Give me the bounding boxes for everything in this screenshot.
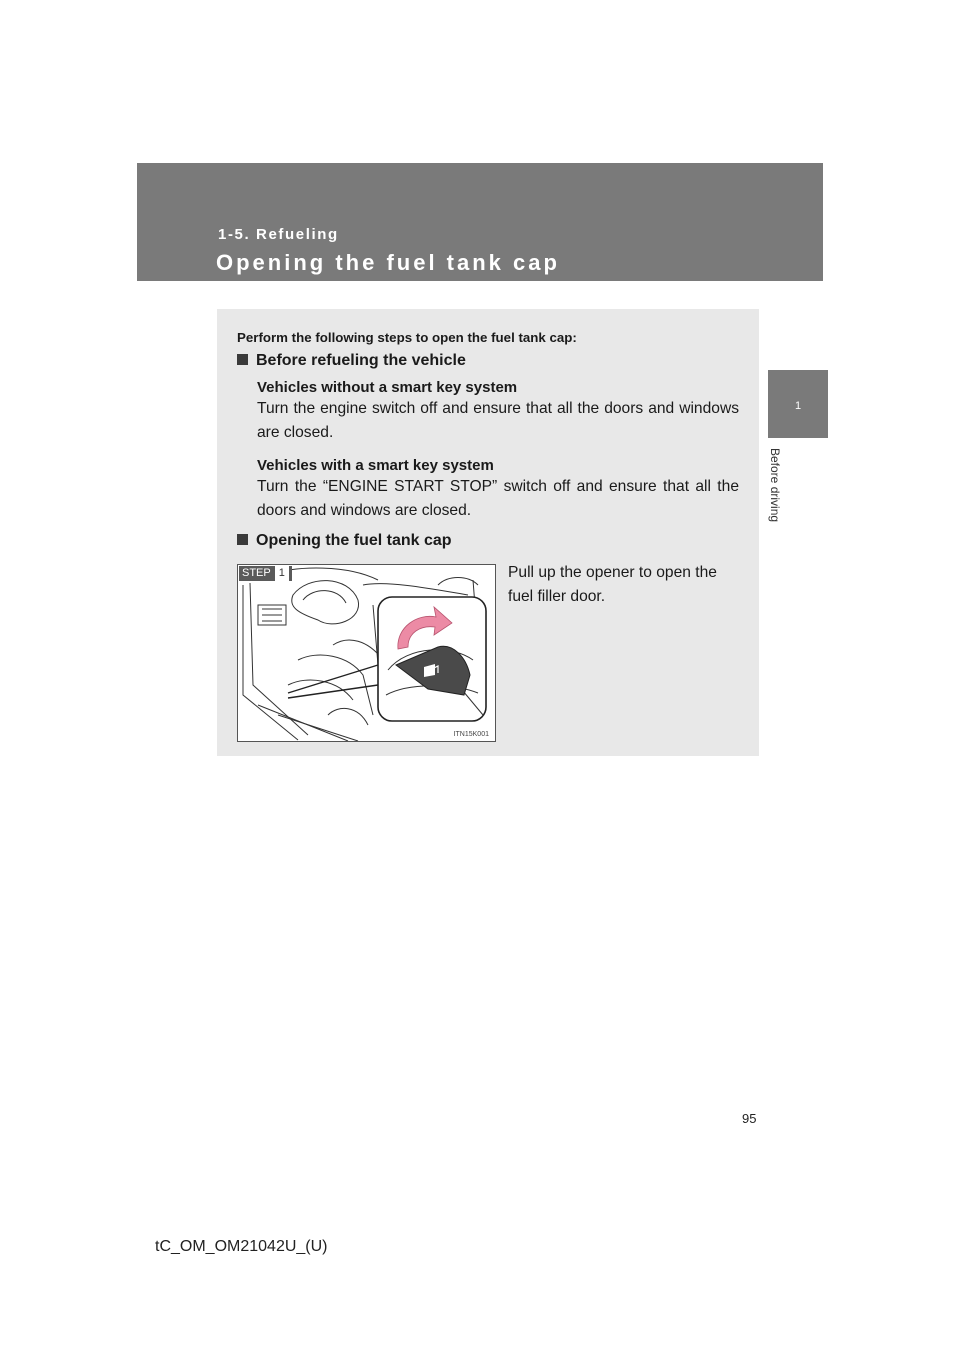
- content-box: [217, 309, 759, 756]
- step-badge: [239, 566, 292, 581]
- heading-opening-cap-text: Opening the fuel tank cap: [256, 532, 452, 549]
- heading-before-refueling: [237, 352, 466, 370]
- paragraph-without-smart-key: Turn the engine switch off and ensure that all the doors and windows are closed.: [257, 400, 739, 441]
- chapter-number: 1: [794, 400, 802, 412]
- subheading-without-smart-key: Vehicles without a smart key system: [257, 379, 518, 396]
- page-title: Opening the fuel tank cap: [216, 250, 560, 275]
- intro-text: Perform the following steps to open the fuel tank cap:: [237, 330, 577, 345]
- subheading-with-smart-key: Vehicles with a smart key system: [257, 457, 494, 474]
- chapter-label: [768, 448, 794, 568]
- heading-before-refueling-text: Before refueling the vehicle: [256, 352, 466, 369]
- chapter-label-text: Before driving: [768, 448, 782, 523]
- document-code: tC_OM_OM21042U_(U): [155, 1238, 328, 1255]
- step-number: 1: [275, 566, 289, 581]
- section-label: 1-5. Refueling: [218, 226, 339, 243]
- square-bullet-icon: [237, 534, 248, 545]
- step-label: STEP: [242, 567, 271, 579]
- step-instruction: Pull up the opener to open the fuel filler door.: [508, 564, 717, 605]
- illustration-fuel-opener: [237, 564, 496, 742]
- square-bullet-icon: [237, 354, 248, 365]
- car-interior-illustration: [238, 565, 495, 741]
- paragraph-with-smart-key: Turn the “ENGINE START STOP” switch off and ensure that all the doors and windows are closed.: [257, 478, 739, 519]
- image-code: ITN15K001: [453, 731, 489, 738]
- page-number: 95: [742, 1111, 757, 1126]
- heading-opening-cap: [237, 532, 452, 550]
- chapter-tab: [768, 370, 828, 438]
